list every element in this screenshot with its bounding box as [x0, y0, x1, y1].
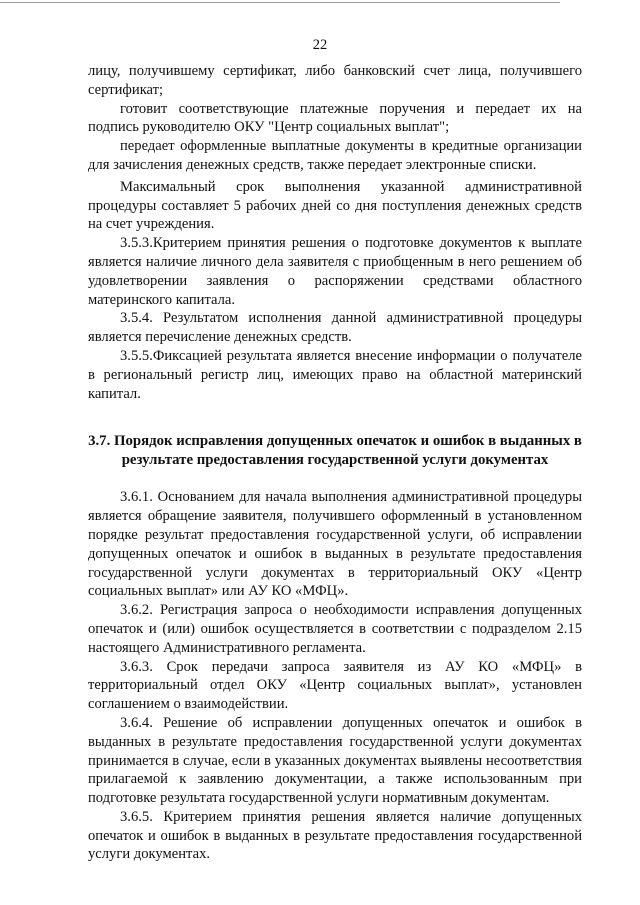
paragraph-3-6-2: 3.6.2. Регистрация запроса о необходимости исправления допущенных опечаток и (или) ошибок осуществляется в соответствии с подразделом 2.15 настоящего Административного регламента. [88, 602, 582, 656]
paragraph-certificate-continuation: лицу, получившему сертификат, либо банковский счет лица, получившего сертификат; [88, 63, 582, 98]
paragraph-payment-orders: готовит соответствующие платежные поручения и передает их на подпись руководителю ОКУ "Центр социальных выплат"; [88, 100, 582, 136]
document-body [88, 62, 582, 864]
paragraph-3-6-5: 3.6.5. Критерием принятия решения является наличие допущенных опечаток и ошибок в выданных в результате предоставления государственной услуги документах. [88, 808, 582, 863]
paragraph-3-5-5: 3.5.5.Фиксацией результата является внесение информации о получателе в региональный регистр лиц, имеющих право на областной материнский капитал. [88, 347, 582, 402]
paragraph-3-6-1: 3.6.1. Основанием для начала выполнения административной процедуры является обращение заявителя, получившего оформленный в установленном порядке результат предоставления государственной услуги, об исправлении допущенных опечаток и ошибок в выданных в результате предоставления государственной услуги документах в территориальный ОКУ «Центр социальных выплат» или АУ КО «МФЦ». [88, 489, 582, 600]
paragraph-3-5-3: 3.5.3.Критерием принятия решения о подготовке документов к выплате является наличие личного дела заявителя с приобщенным в него решением об удовлетворении заявления о распоряжении средствами областного материнского капитала. [88, 235, 582, 308]
page-number: 22 [312, 37, 328, 53]
paragraph-max-duration: Максимальный срок выполнения указанной административной процедуры составляет 5 рабочих дней со дня поступления денежных средств на счет учреждения. [88, 178, 582, 233]
scan-edge-line [0, 2, 560, 3]
paragraph-3-6-4: 3.6.4. Решение об исправлении допущенных опечаток и ошибок в выданных в результате предоставления государственной услуги документах принимается в случае, если в указанных документах выявлены несоответствия прилагаемой к заявлению документации, а также использованным при подготовке результата государственной услуги нормативным документам. [88, 714, 582, 807]
paragraph-transfer-documents: передает оформленные выплатные документы в кредитные организации для зачисления денежных средств, также передает электронные списки. [88, 138, 582, 173]
paragraph-3-6-3: 3.6.3. Срок передачи запроса заявителя из АУ КО «МФЦ» в территориальный отдел ОКУ «Центр социальных выплат», установлен соглашением о взаимодействии. [88, 658, 582, 713]
section-heading-3-7: 3.7. Порядок исправления допущенных опечаток и ошибок в выданных в результате предоставления государственной услуги документах [88, 433, 582, 469]
paragraph-3-5-4: 3.5.4. Результатом исполнения данной административной процедуры является перечисление денежных средств. [88, 310, 582, 346]
